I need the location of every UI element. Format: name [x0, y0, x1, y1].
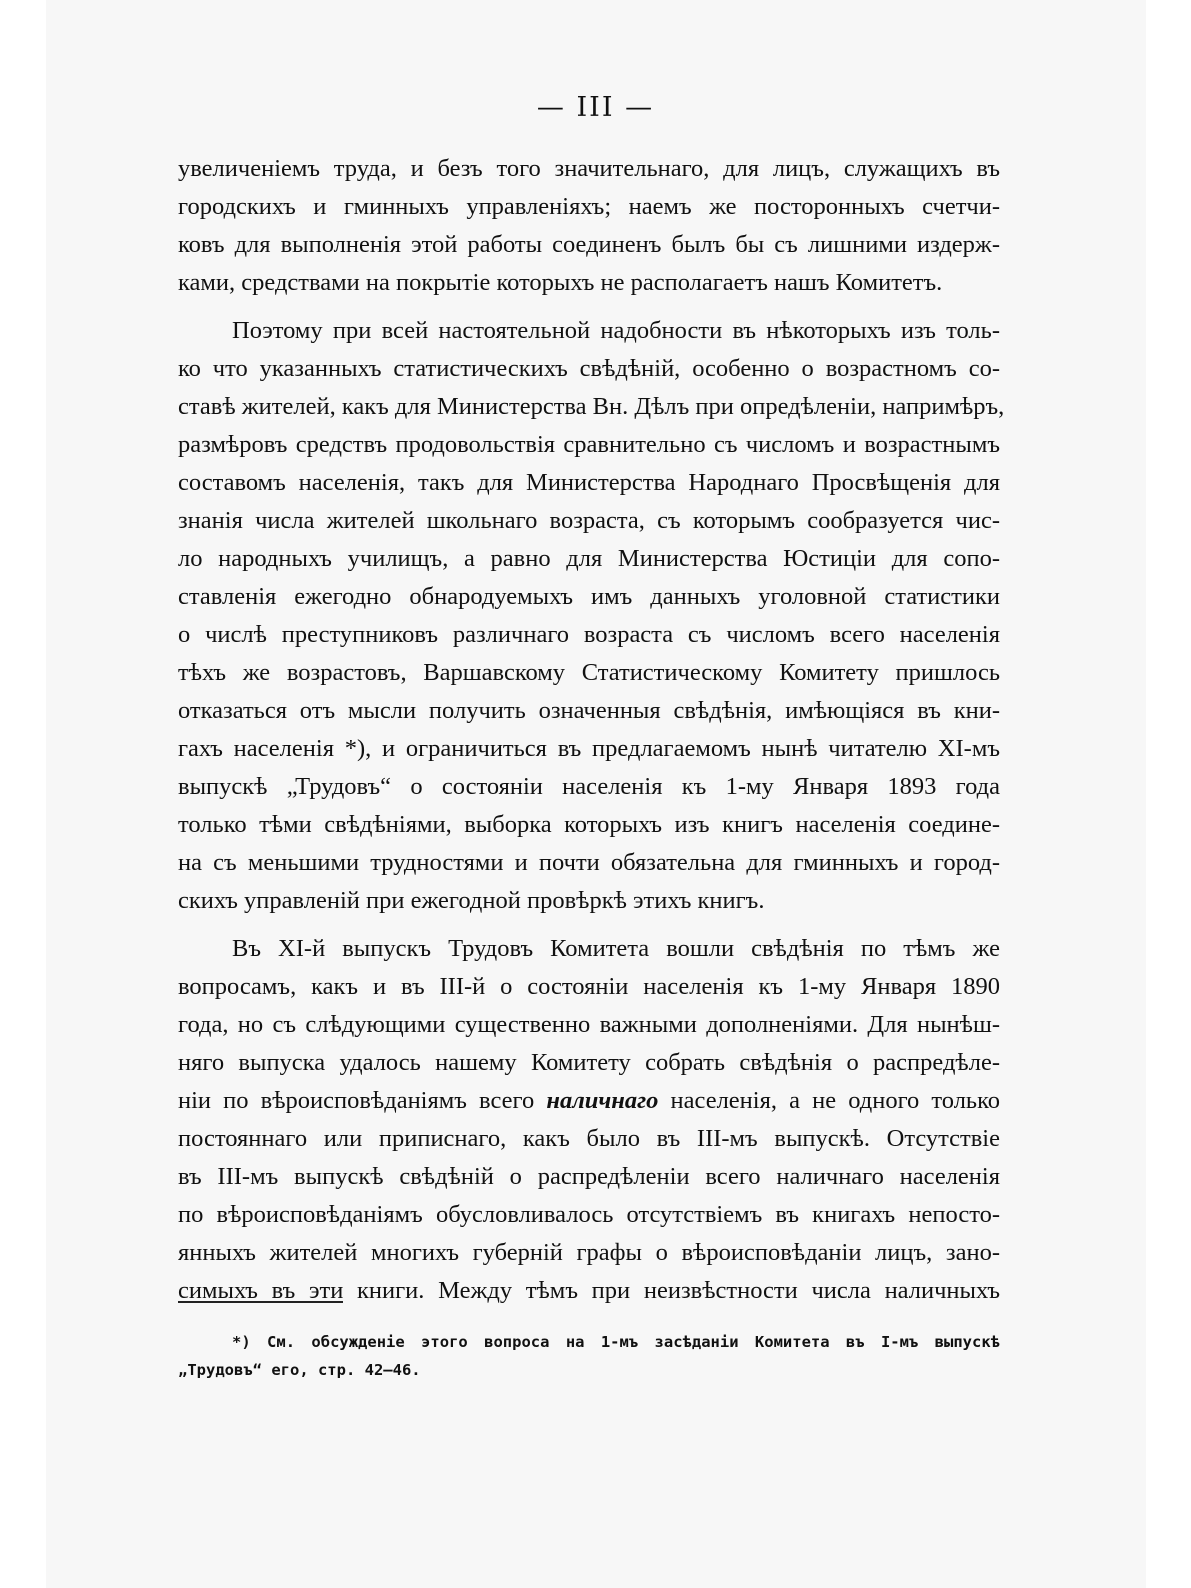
text-line: по вѣроисповѣданіямъ обусловливалось отсутствіемъ въ книгахъ непосто-: [178, 1201, 1000, 1228]
text-line: увеличеніемъ труда, и безъ того значительнаго, для лицъ, служащихъ въ: [178, 155, 1000, 182]
text-line: вопросамъ, какъ и въ III-й о состояніи населенія къ 1-му Января 1890: [178, 973, 1000, 1000]
text-line: на съ меньшими трудностями и почти обязательна для гминныхъ и город-: [178, 849, 1000, 876]
text-line: ставленія ежегодно обнародуемыхъ имъ данныхъ уголовной статистики: [178, 583, 1000, 610]
footnote-line: „Трудовъ“ его, стр. 42—46.: [178, 1361, 421, 1379]
text-line: тѣхъ же возрастовъ, Варшавскому Статистическому Комитету пришлось: [178, 659, 1000, 686]
footnote: [178, 1328, 1000, 1384]
text-line: симыхъ въ эти книги. Между тѣмъ при неизвѣстности числа наличныхъ: [178, 1277, 1000, 1304]
text-line: ко что указанныхъ статистическихъ свѣдѣній, особенно о возрастномъ со-: [178, 355, 1000, 382]
text-line: ками, средствами на покрытіе которыхъ не располагаетъ нашъ Комитетъ.: [178, 269, 943, 296]
paragraph-1: [178, 150, 1000, 302]
paragraph-2: [178, 312, 1005, 920]
text-segment: ніи по вѣроисповѣданіямъ всего: [178, 1087, 547, 1114]
text-line: городскихъ и гминныхъ управленіяхъ; наемъ же посторонныхъ счетчи-: [178, 193, 1000, 220]
footnote-line: *) См. обсужденіе этого вопроса на 1-мъ засѣданіи Комитета въ I-мъ выпускѣ: [232, 1333, 1000, 1351]
text-line: ковъ для выполненія этой работы соединенъ былъ бы съ лишними издерж-: [178, 231, 1000, 258]
text-line: выпускѣ „Трудовъ“ о состояніи населенія къ 1-му Января 1893 года: [178, 773, 1000, 800]
text-line: ло народныхъ училищъ, а равно для Министерства Юстиціи для сопо-: [178, 545, 1000, 572]
text-line: знанія числа жителей школьнаго возраста, съ которымъ сообразуется чис-: [178, 507, 1000, 534]
paragraph-3: [178, 930, 1000, 1310]
page-number: — III —: [536, 92, 655, 123]
text-line: Поэтому при всей настоятельной надобности въ нѣкоторыхъ изъ толь-: [232, 317, 1000, 344]
text-line: о числѣ преступниковъ различнаго возраста съ числомъ всего населенія: [178, 621, 1000, 648]
body-text: [178, 150, 1005, 1310]
text-line: [178, 1082, 1000, 1120]
text-line: янныхъ жителей многихъ губерній графы о вѣроисповѣданіи лицъ, зано-: [178, 1239, 1000, 1266]
text-line: только тѣми свѣдѣніями, выборка которыхъ изъ книгъ населенія соедине-: [178, 811, 1000, 838]
text-line: года, но съ слѣдующими существенно важными дополненіями. Для нынѣш-: [178, 1011, 1000, 1038]
text-line: няго выпуска удалось нашему Комитету собрать свѣдѣнія о распредѣле-: [178, 1049, 1000, 1076]
text-line: постояннаго или приписнаго, какъ было въ III-мъ выпускѣ. Отсутствіе: [178, 1125, 1000, 1152]
text-line: размѣровъ средствъ продовольствія сравнительно съ числомъ и возрастнымъ: [178, 431, 1000, 458]
footnote-divider: [178, 1301, 343, 1303]
text-line: гахъ населенія *), и ограничиться въ предлагаемомъ нынѣ читателю XI-мъ: [178, 735, 1000, 762]
text-line: въ III-мъ выпускѣ свѣдѣній о распредѣленіи всего наличнаго населенія: [178, 1163, 1000, 1190]
text-line: Въ XI-й выпускъ Трудовъ Комитета вошли свѣдѣнія по тѣмъ же: [232, 935, 1000, 962]
text-segment: населенія, а не одного только: [658, 1087, 1001, 1114]
text-line: ставѣ жителей, какъ для Министерства Вн. Дѣлъ при опредѣленіи, напримѣръ,: [178, 393, 1005, 420]
text-line: составомъ населенія, такъ для Министерства Народнаго Просвѣщенія для: [178, 469, 1000, 496]
text-line: отказаться отъ мысли получить означенныя свѣдѣнія, имѣющіяся въ кни-: [178, 697, 1000, 724]
text-line: скихъ управленій при ежегодной провѣркѣ этихъ книгъ.: [178, 887, 765, 914]
emphasis-text: наличнаго: [546, 1087, 659, 1114]
